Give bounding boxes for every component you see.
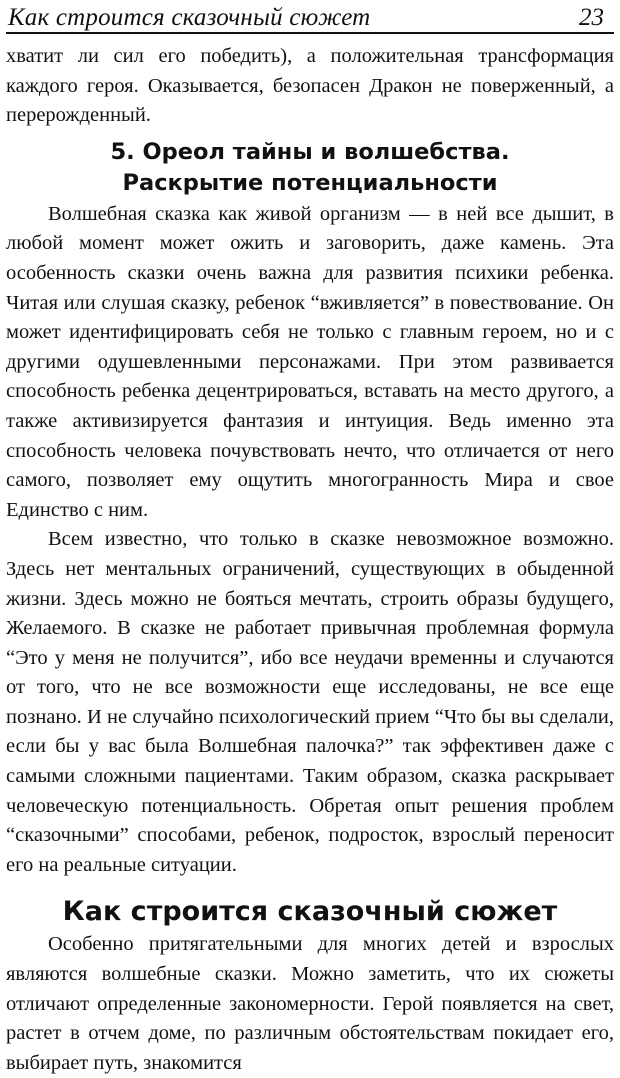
running-header	[6, 0, 614, 34]
paragraph-magic-organism: Волшебная сказка как живой организм — в ней все дышит, в любой момент может ожить и заговорить, даже камень. Эта особенность сказки очень важна для развития психики ребенка. Читая или слушая сказку, ребенок “вживляется” в повествование. Он может идентифицировать себя не только с главным героем, но и с другими одушевленными персонажами. При этом развивается способность ребенка децентрироваться, вставать на место другого, а также активизируется фантазия и интуиция. Ведь именно эта способность человека почувствовать нечто, что отличается от него самого, позволяет ему ощутить многогранность Мира и свое Единство с ним.	[6, 202, 614, 521]
section-heading-line-2: Раскрытие потенциальности	[122, 169, 498, 196]
running-title: Как строится сказочный сюжет	[8, 4, 371, 31]
section-heading	[6, 137, 614, 199]
chapter-heading: Как строится сказочный сюжет	[62, 896, 558, 928]
page-number: 23	[579, 4, 604, 31]
continuation-paragraph: хватит ли сил его победить), а положительная трансформация каждого героя. Оказывается, безопасен Дракон не поверженный, а перерожденный.	[6, 45, 614, 127]
paragraph-impossible-possible: Всем известно, что только в сказке невозможное возможно. Здесь нет ментальных ограничений, существующих в обыденной жизни. Здесь можно не бояться мечтать, строить образы будущего, Желаемого. В сказке не работает привычная проблемная формула “Это у меня не получится”, ибо все неудачи временны и случаются от того, что не все возможности еще исследованы, не все еще познано. И не случайно психологический прием “Что бы вы сделали, если бы у вас была Волшебная палочка?” так эффективен даже с самыми сложными пациентами. Таким образом, сказка раскрывает человеческую потенциальность. Обретая опыт решения проблем “сказочными” способами, ребенок, подросток, взрослый переносит его на реальные ситуации.	[6, 528, 614, 876]
section-heading-line-1: 5. Ореол тайны и волшебства.	[110, 138, 510, 165]
paragraph-fairy-tale-plot: Особенно притягательными для многих детей и взрослых являются волшебные сказки. Можно заметить, что их сюжеты отличают определенные закономерности. Герой появляется на свет, растет в отчем доме, по различным обстоятельствам покидает его, выбирает путь, знакомится	[6, 933, 614, 1074]
